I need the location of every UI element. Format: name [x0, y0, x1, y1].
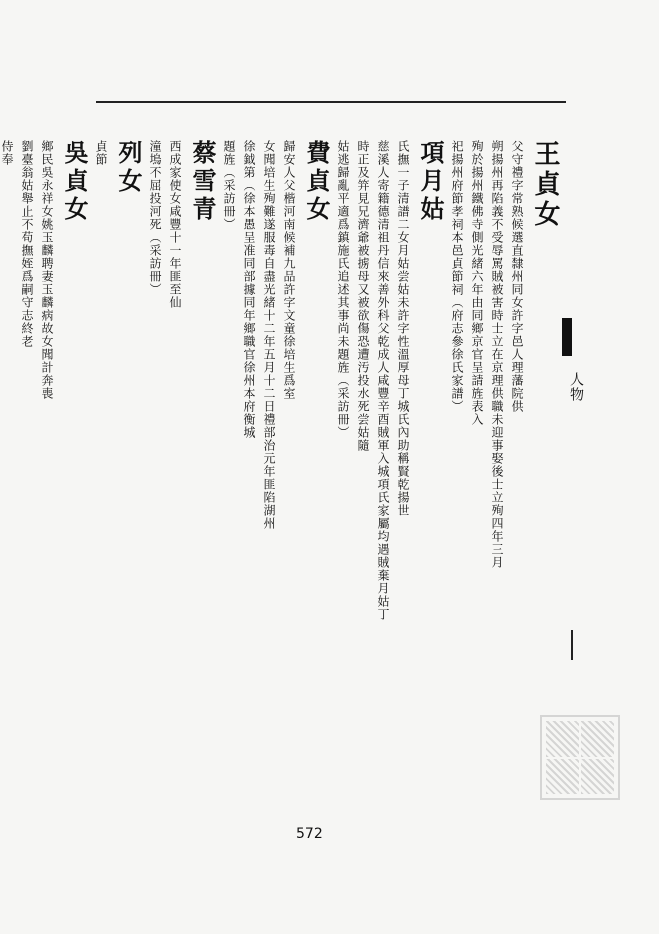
column-wu-title: 吳貞女: [60, 140, 89, 224]
column-wang-2: 朔揚州再陷義不受辱罵賊被害時士立在京理供職未迎事娶後士立殉四年三月: [490, 140, 504, 569]
column-xiang-2: 慈溪人寄籍德清祖丹信來善外科父乾成人咸豐辛酉賊軍入城項氏家屬均遇賊棄月姑丁: [376, 140, 390, 621]
margin-rule: [571, 630, 573, 660]
column-xiang-1: 氏撫一子清譜二女月姑尝姑未許字性溫厚母丁城氏內助稱賢乾揚世: [396, 140, 410, 517]
text-columns: [0, 140, 560, 820]
column-fei-title: 費貞女: [302, 140, 331, 224]
column-xiang-4: 姑逃歸亂平適爲鎮施氏追述其事尚未題旌（采訪冊）: [336, 140, 350, 439]
column-xiang-3: 時正及笄見兄濟爺被掳母又被欲傷恐遭汚投水死尝姑隨: [356, 140, 370, 452]
column-cai-1: 西成家使女咸豐十一年匪至仙: [168, 140, 182, 309]
column-fei-2: 女聞培生殉難遂服毒自盡光緒十二年五月十二日禮部治元年匪陷湖州: [262, 140, 276, 530]
column-fei-4: 題旌（采訪冊）: [222, 140, 236, 231]
column-wu-2: 劉臺翁姑舉止不苟撫姪爲嗣守志終老: [20, 140, 34, 348]
column-lienu-1: 貞節: [94, 140, 108, 166]
column-wang-1: 父守禮字常熟候選直隸州同女許字邑人理藩院供: [510, 140, 524, 413]
column-fei-3: 徐鉞第（徐本愚呈准同部據同年鄉職官徐州本府衡城: [242, 140, 256, 439]
column-wang-3: 殉於揚州鐵佛寺側光緒六年由同鄉京官呈請旌表入: [470, 140, 484, 426]
column-wang-title: 王貞女: [530, 140, 560, 230]
column-xiang-title: 項月姑: [416, 140, 445, 224]
library-stamp: [540, 715, 620, 800]
column-wu-1: 鄉民吳永祥女姚玉麟聘妻玉麟病故女聞計奔喪: [40, 140, 54, 400]
section-label: 人物: [568, 372, 584, 402]
header-marker: [562, 318, 572, 356]
column-wang-4: 祀揚州府節孝祠本邑貞節祠（府志參徐氏家譜）: [450, 140, 464, 413]
page-number: 572: [296, 826, 323, 842]
column-lienu-title: 列女: [114, 140, 143, 196]
column-cai-2: 潼塢不屈投河死（采訪冊）: [148, 140, 162, 296]
header-rule: [96, 101, 566, 103]
column-cai-title: 蔡雪青: [188, 140, 217, 224]
column-wu-3: 侍奉: [0, 140, 14, 166]
column-fei-1: 歸安人父楷河南候補九品許字文童徐培生爲室: [282, 140, 296, 400]
